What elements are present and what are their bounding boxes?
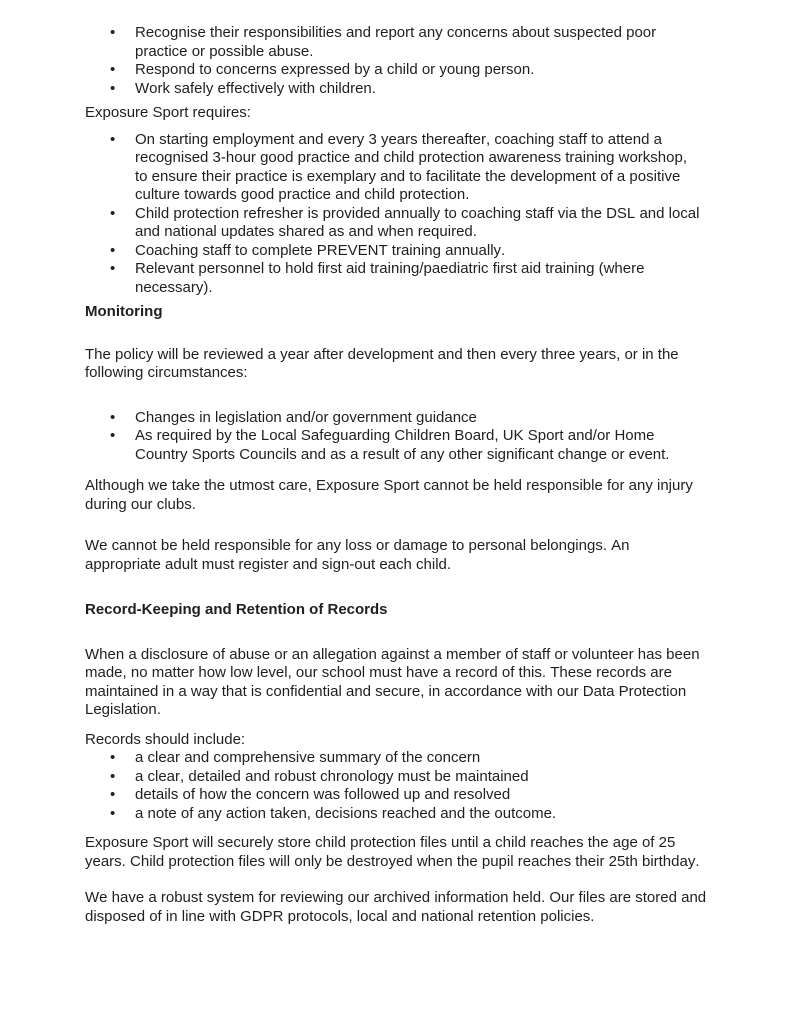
disclosure-paragraph: When a disclosure of abuse or an allegation against a member of staff or volunteer has been made, no matter how low level, our school must have a record of this. These records are maintained in a way that is confidential and secure, in accordance with our Data Protection Legislation. [85, 645, 700, 718]
list-item: • Relevant personnel to hold first aid training/paediatric first aid training (where necessary). [85, 260, 701, 297]
list-item: • As required by the Local Safeguarding Children Board, UK Sport and/or Home Country Sports Councils and as a result of any other significant change or event. [85, 427, 701, 464]
storage-paragraph: Exposure Sport will securely store child protection files until a child reaches the age of 25 years. Child protection files will only be destroyed when the pupil reaches their 25th birthday. [85, 834, 700, 870]
list-item: • Changes in legislation and/or government guidance [85, 409, 701, 428]
monitoring-heading: Monitoring [85, 303, 163, 320]
list-item: • Child protection refresher is provided annually to coaching staff via the DSL and local and national updates shared as and when required. [85, 205, 701, 242]
list-item: • Respond to concerns expressed by a child or young person. [85, 61, 701, 80]
list-item: • Recognise their responsibilities and report any concerns about suspected poor practice or possible abuse. [85, 24, 701, 61]
list-item: • details of how the concern was followed up and resolved [85, 786, 701, 805]
review-triggers-list [85, 409, 701, 465]
records-include-intro: Records should include: [85, 730, 246, 748]
responsibilities-list [85, 24, 701, 98]
belongings-disclaimer-paragraph: We cannot be held responsible for any loss or damage to personal belongings. An appropriate adult must register and sign-out each child. [85, 537, 630, 573]
list-item: • Work safely effectively with children. [85, 80, 701, 99]
list-item: • On starting employment and every 3 years thereafter, coaching staff to attend a recognised 3-hour good practice and child protection awareness training workshop, to ensure their practice is exemplary and to facilitate the development of a positive culture towards good practice and child protection. [85, 131, 701, 205]
list-item: • Coaching staff to complete PREVENT training annually. [85, 242, 701, 261]
requirements-list [85, 131, 701, 298]
injury-disclaimer-paragraph: Although we take the utmost care, Exposure Sport cannot be held responsible for any injury during our clubs. [85, 477, 693, 513]
records-include-list [85, 749, 701, 823]
list-item: • a clear, detailed and robust chronology must be maintained [85, 768, 701, 787]
record-keeping-heading: Record-Keeping and Retention of Records [85, 601, 388, 618]
requires-intro: Exposure Sport requires: [85, 104, 251, 121]
list-item: • a note of any action taken, decisions reached and the outcome. [85, 805, 701, 824]
gdpr-paragraph: We have a robust system for reviewing our archived information held. Our files are stored and disposed of in line with GDPR protocols, local and national retention policies. [85, 889, 707, 925]
policy-review-paragraph: The policy will be reviewed a year after development and then every three years, or in the following circumstances: [85, 345, 679, 381]
list-item: • a clear and comprehensive summary of the concern [85, 749, 701, 768]
